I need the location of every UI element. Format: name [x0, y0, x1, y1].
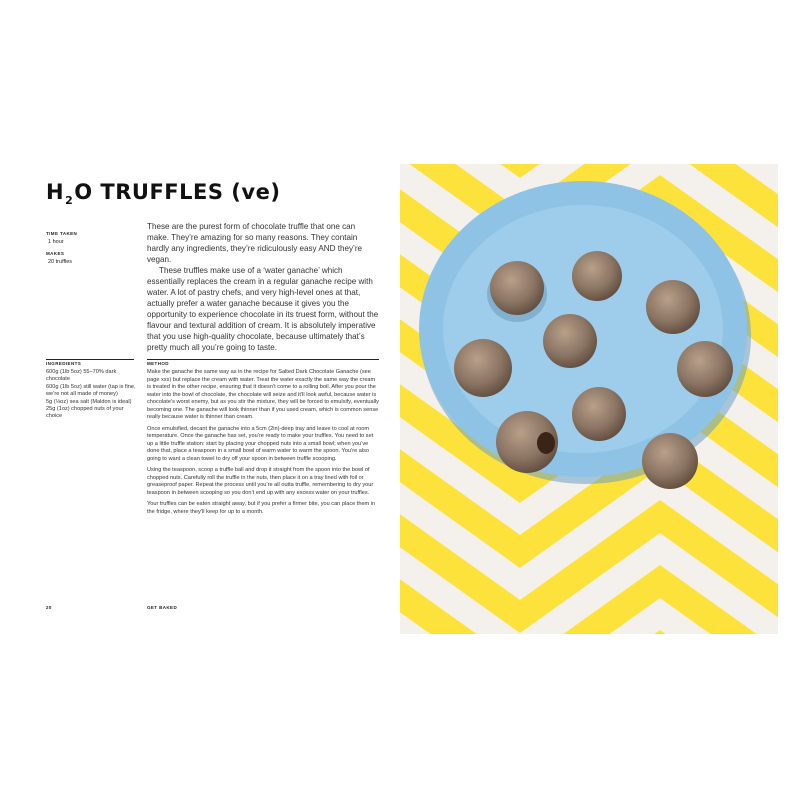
truffle [646, 280, 700, 334]
truffle [490, 261, 544, 315]
ingredient-item: 5g (⅛oz) sea salt (Maldon is ideal) [46, 398, 132, 405]
makes-label: MAKES [46, 251, 65, 256]
ingredient-item: 600g (1lb 5oz) 55–70% dark chocolate [46, 369, 117, 383]
method-paragraph: Make the ganache the same way as in the recipe for Salted Dark Chocolate Ganache (see page xxx) but replace the cream with water. Treat the water exactly the same way the cream is treated in the other recipe, ensuring that it doesn’t come to a rolling boil. After you pour the water into the bowl of chocolate, the chocolate will seize and it’ll look awful, because water is chocolate’s worst enemy, but as you stir the mixture, they will be forced to emulsify, eventually becoming one. The ganache will look thinner than if you used cream, which is common sense really because water is thinner than cream. [147, 369, 379, 420]
time-taken-value: 1 hour [48, 239, 64, 245]
intro-paragraph: These truffles make use of a ‘water ganache’ which essentially replaces the cream in a regular ganache recipe with water. A lot of pastry chefs, and very high-level ones at that, actually prefer a water ganache because it gives you the opportunity to experience chocolate in its truest form, without the flavour and textural addition of cream. It is absolutely imperative that you use high-quality chocolate, because ultimately that’s pretty much all you’re going to taste. [147, 266, 379, 352]
recipe-title [46, 180, 281, 207]
book-title-footer: GET BAKED [147, 605, 178, 610]
method-paragraph: Your truffles can be eaten straight away, but if you prefer a firmer bite, you can place them in the fridge, where they’ll keep for up to a month. [147, 501, 376, 515]
method-paragraph: Using the teaspoon, scoop a truffle ball and drop it straight from the spoon into the bowl of chopped nuts. Carefully roll the truffle in the nuts, then place it on a tray lined with foil or greaseproof paper. Repeat the process until you’re all outta truffle, remembering to dry your teaspoon in between scooping so you don’t end up with any excess water on your truffles. [147, 467, 374, 496]
truffle [642, 433, 698, 489]
truffle [543, 314, 597, 368]
ingredient-item: 25g (1oz) chopped nuts of your choice [46, 406, 124, 420]
truffle-bite-mark [537, 432, 555, 454]
method-divider [147, 359, 379, 360]
truffle [677, 341, 733, 397]
truffles-photo [400, 164, 778, 634]
ingredients-divider [46, 359, 134, 360]
method-heading: METHOD [147, 361, 169, 366]
truffle [454, 339, 512, 397]
ingredients-list [46, 369, 136, 421]
title-prefix: H [46, 180, 65, 204]
method-steps [147, 369, 379, 520]
method-paragraph: Once emulsified, decant the ganache into a 5cm (2in)-deep tray and leave to cool at room temperature. Once the ganache has set, you’re ready to make your truffles. You need to set up a little truffle station: start by placing your chopped nuts into a small bowl; when you’ve done that, place a teaspoon in a small bowl of warm water to warm the spoon. You’re also going to want a clean towel to dry off your spoon in between truffle scooping. [147, 425, 374, 462]
truffles-photo-illustration [400, 164, 778, 634]
truffle [572, 251, 622, 301]
page-number: 20 [46, 605, 52, 610]
ingredients-heading: INGREDIENTS [46, 361, 82, 366]
makes-value: 20 truffles [48, 259, 73, 265]
truffle [572, 387, 626, 441]
recipe-meta [46, 230, 136, 270]
title-subscript: 2 [65, 194, 74, 207]
intro-paragraph: These are the purest form of chocolate truffle that one can make. They’re amazing for so many reasons. They contain hardly any ingredients, they’re ridiculously easy AND they’re vegan. [147, 222, 363, 264]
title-suffix: O TRUFFLES (ve) [74, 180, 281, 204]
time-taken-label: TIME TAKEN [46, 231, 78, 236]
ingredient-item: 600g (1lb 5oz) still water (tap is fine, we’re not all made of money) [46, 383, 136, 398]
recipe-intro [147, 221, 379, 353]
